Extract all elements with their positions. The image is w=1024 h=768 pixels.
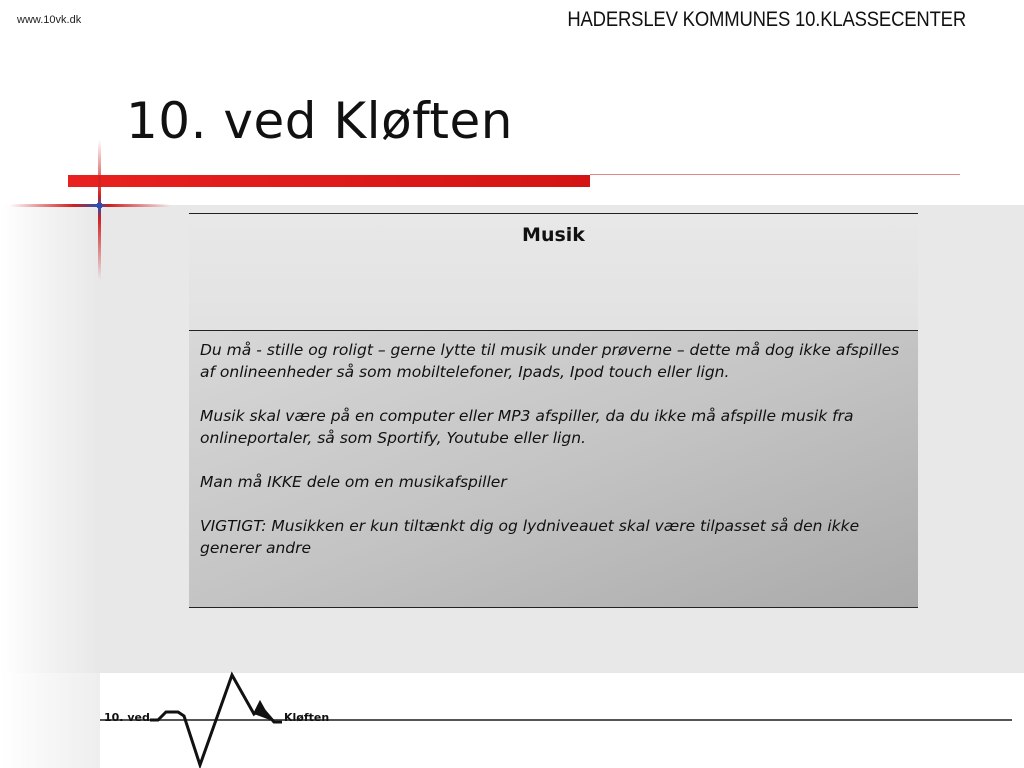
footer-logo-left: 10. ved <box>104 711 150 724</box>
table-heading: Musik <box>522 224 585 246</box>
table-header <box>189 214 918 331</box>
left-margin-background <box>0 673 100 768</box>
footer-logo-right: Kløften <box>284 711 330 724</box>
rule-paragraph: Du må - stille og roligt – gerne lytte til musik under prøverne – dette må dog ikke afspilles af onlineenheder så som mobiltelefoner, Ipads, Ipod touch eller lign. <box>200 341 900 381</box>
crosshair-vertical <box>98 140 101 280</box>
institution-header: HADERSLEV KOMMUNES 10.KLASSECENTER <box>567 8 966 31</box>
rule-paragraph: Musik skal være på en computer eller MP3 afspiller, da du ikke må afspille musik fra onlineportaler, så som Sportify, Youtube eller lign. <box>200 407 854 447</box>
logo-wave-icon <box>150 670 290 768</box>
table-body <box>189 331 918 607</box>
crosshair-horizontal <box>10 204 170 207</box>
title-underline-bar <box>68 175 590 187</box>
rules-table <box>189 213 918 608</box>
rule-paragraph: VIGTIGT: Musikken er kun tiltænkt dig og lydniveauet skal være tilpasset så den ikke generer andre <box>200 517 860 557</box>
page-title: 10. ved Kløften <box>126 92 513 150</box>
site-url: www.10vk.dk <box>17 14 82 26</box>
title-underline-thin <box>590 174 960 175</box>
rule-paragraph: Man må IKKE dele om en musikafspiller <box>200 473 507 491</box>
crosshair-center <box>97 203 102 208</box>
